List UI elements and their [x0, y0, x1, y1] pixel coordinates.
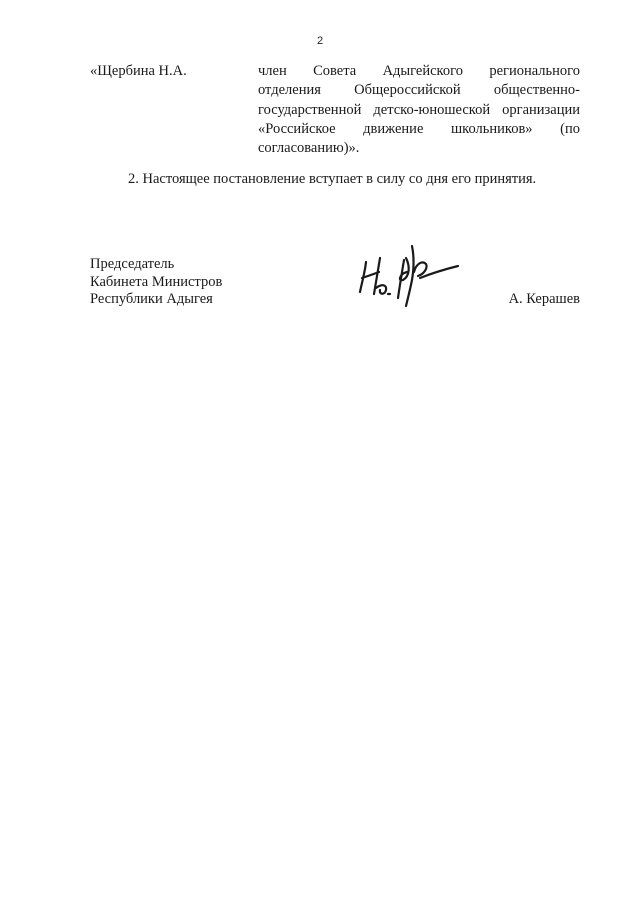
signature-stroke: [414, 262, 427, 276]
signer-name: А. Керашев: [508, 291, 580, 307]
signer-position-line: Председатель: [90, 256, 175, 272]
member-role-line: член Совета Адыгейского регионального: [258, 63, 580, 79]
signer-position: [90, 256, 222, 309]
member-role-line: согласованию)».: [258, 140, 360, 157]
signer-position-line: Республики Адыгея: [90, 291, 213, 307]
member-role-line: «Российское движение школьников» (по: [258, 120, 580, 137]
signer-position-line: Кабинета Министров: [90, 273, 223, 290]
handwritten-signature-icon: [352, 238, 464, 310]
member-role-line: государственной детско-юношеской организации: [258, 101, 580, 118]
member-role: [258, 62, 580, 158]
signature-block: [90, 256, 580, 326]
effective-date-paragraph: 2. Настоящее постановление вступает в силу со дня его принятия.: [128, 171, 537, 187]
member-name: «Щербина Н.А.: [90, 63, 187, 79]
signature-stroke: [376, 285, 386, 294]
member-role-line: отделения Общероссийской общественно-: [258, 82, 580, 99]
page-number: 2: [316, 35, 324, 47]
